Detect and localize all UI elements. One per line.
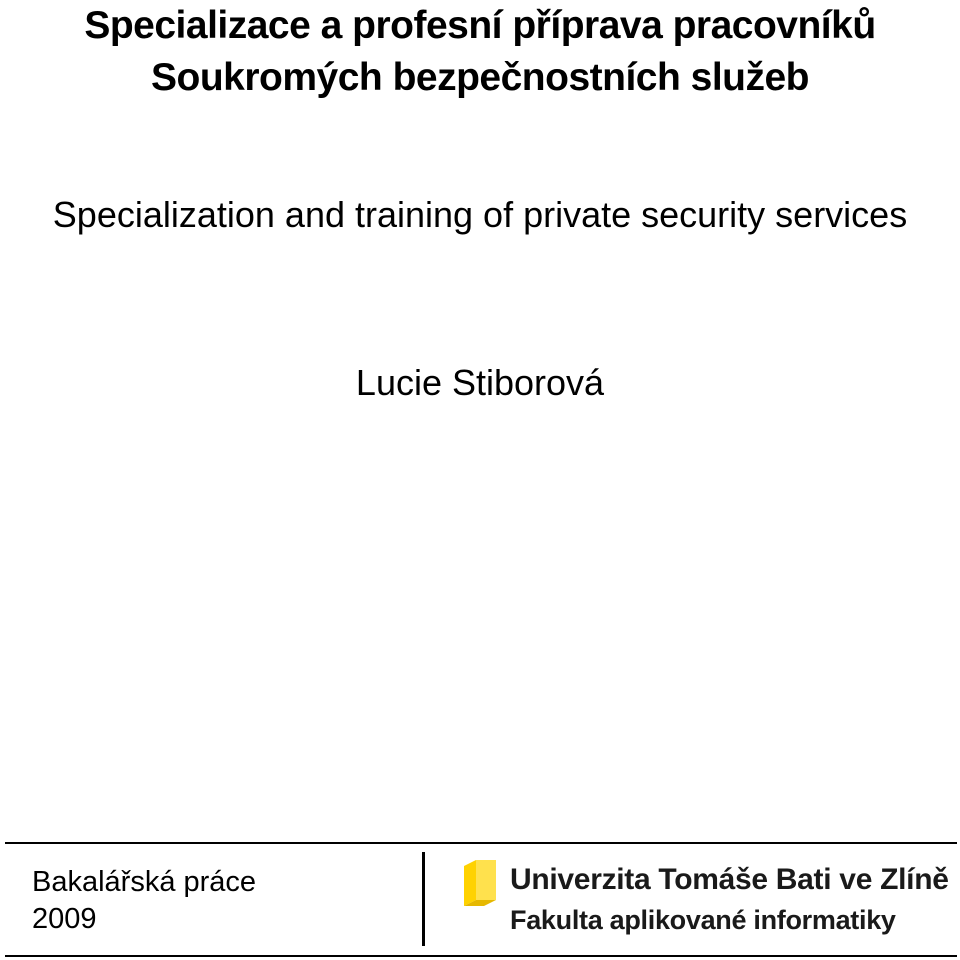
author-name: Lucie Stiborová [355,362,605,403]
thesis-title-czech-line-2: Soukromých bezpečnostních služeb [151,56,809,99]
university-name: Univerzita Tomáše Bati ve Zlíně [510,863,949,896]
footer-vertical-divider [422,852,425,946]
faculty-name: Fakulta aplikované informatiky [510,905,896,935]
thesis-year: 2009 [32,903,97,935]
thesis-title-czech-line-1: Specializace a profesní příprava pracovníků [84,4,876,47]
thesis-title-english: Specialization and training of private security services [52,194,908,235]
thesis-type: Bakalářská práce [32,866,257,898]
book-icon [460,856,500,912]
footer-top-rule [5,842,957,844]
thesis-title [0,0,960,104]
footer-bottom-rule [5,955,957,957]
